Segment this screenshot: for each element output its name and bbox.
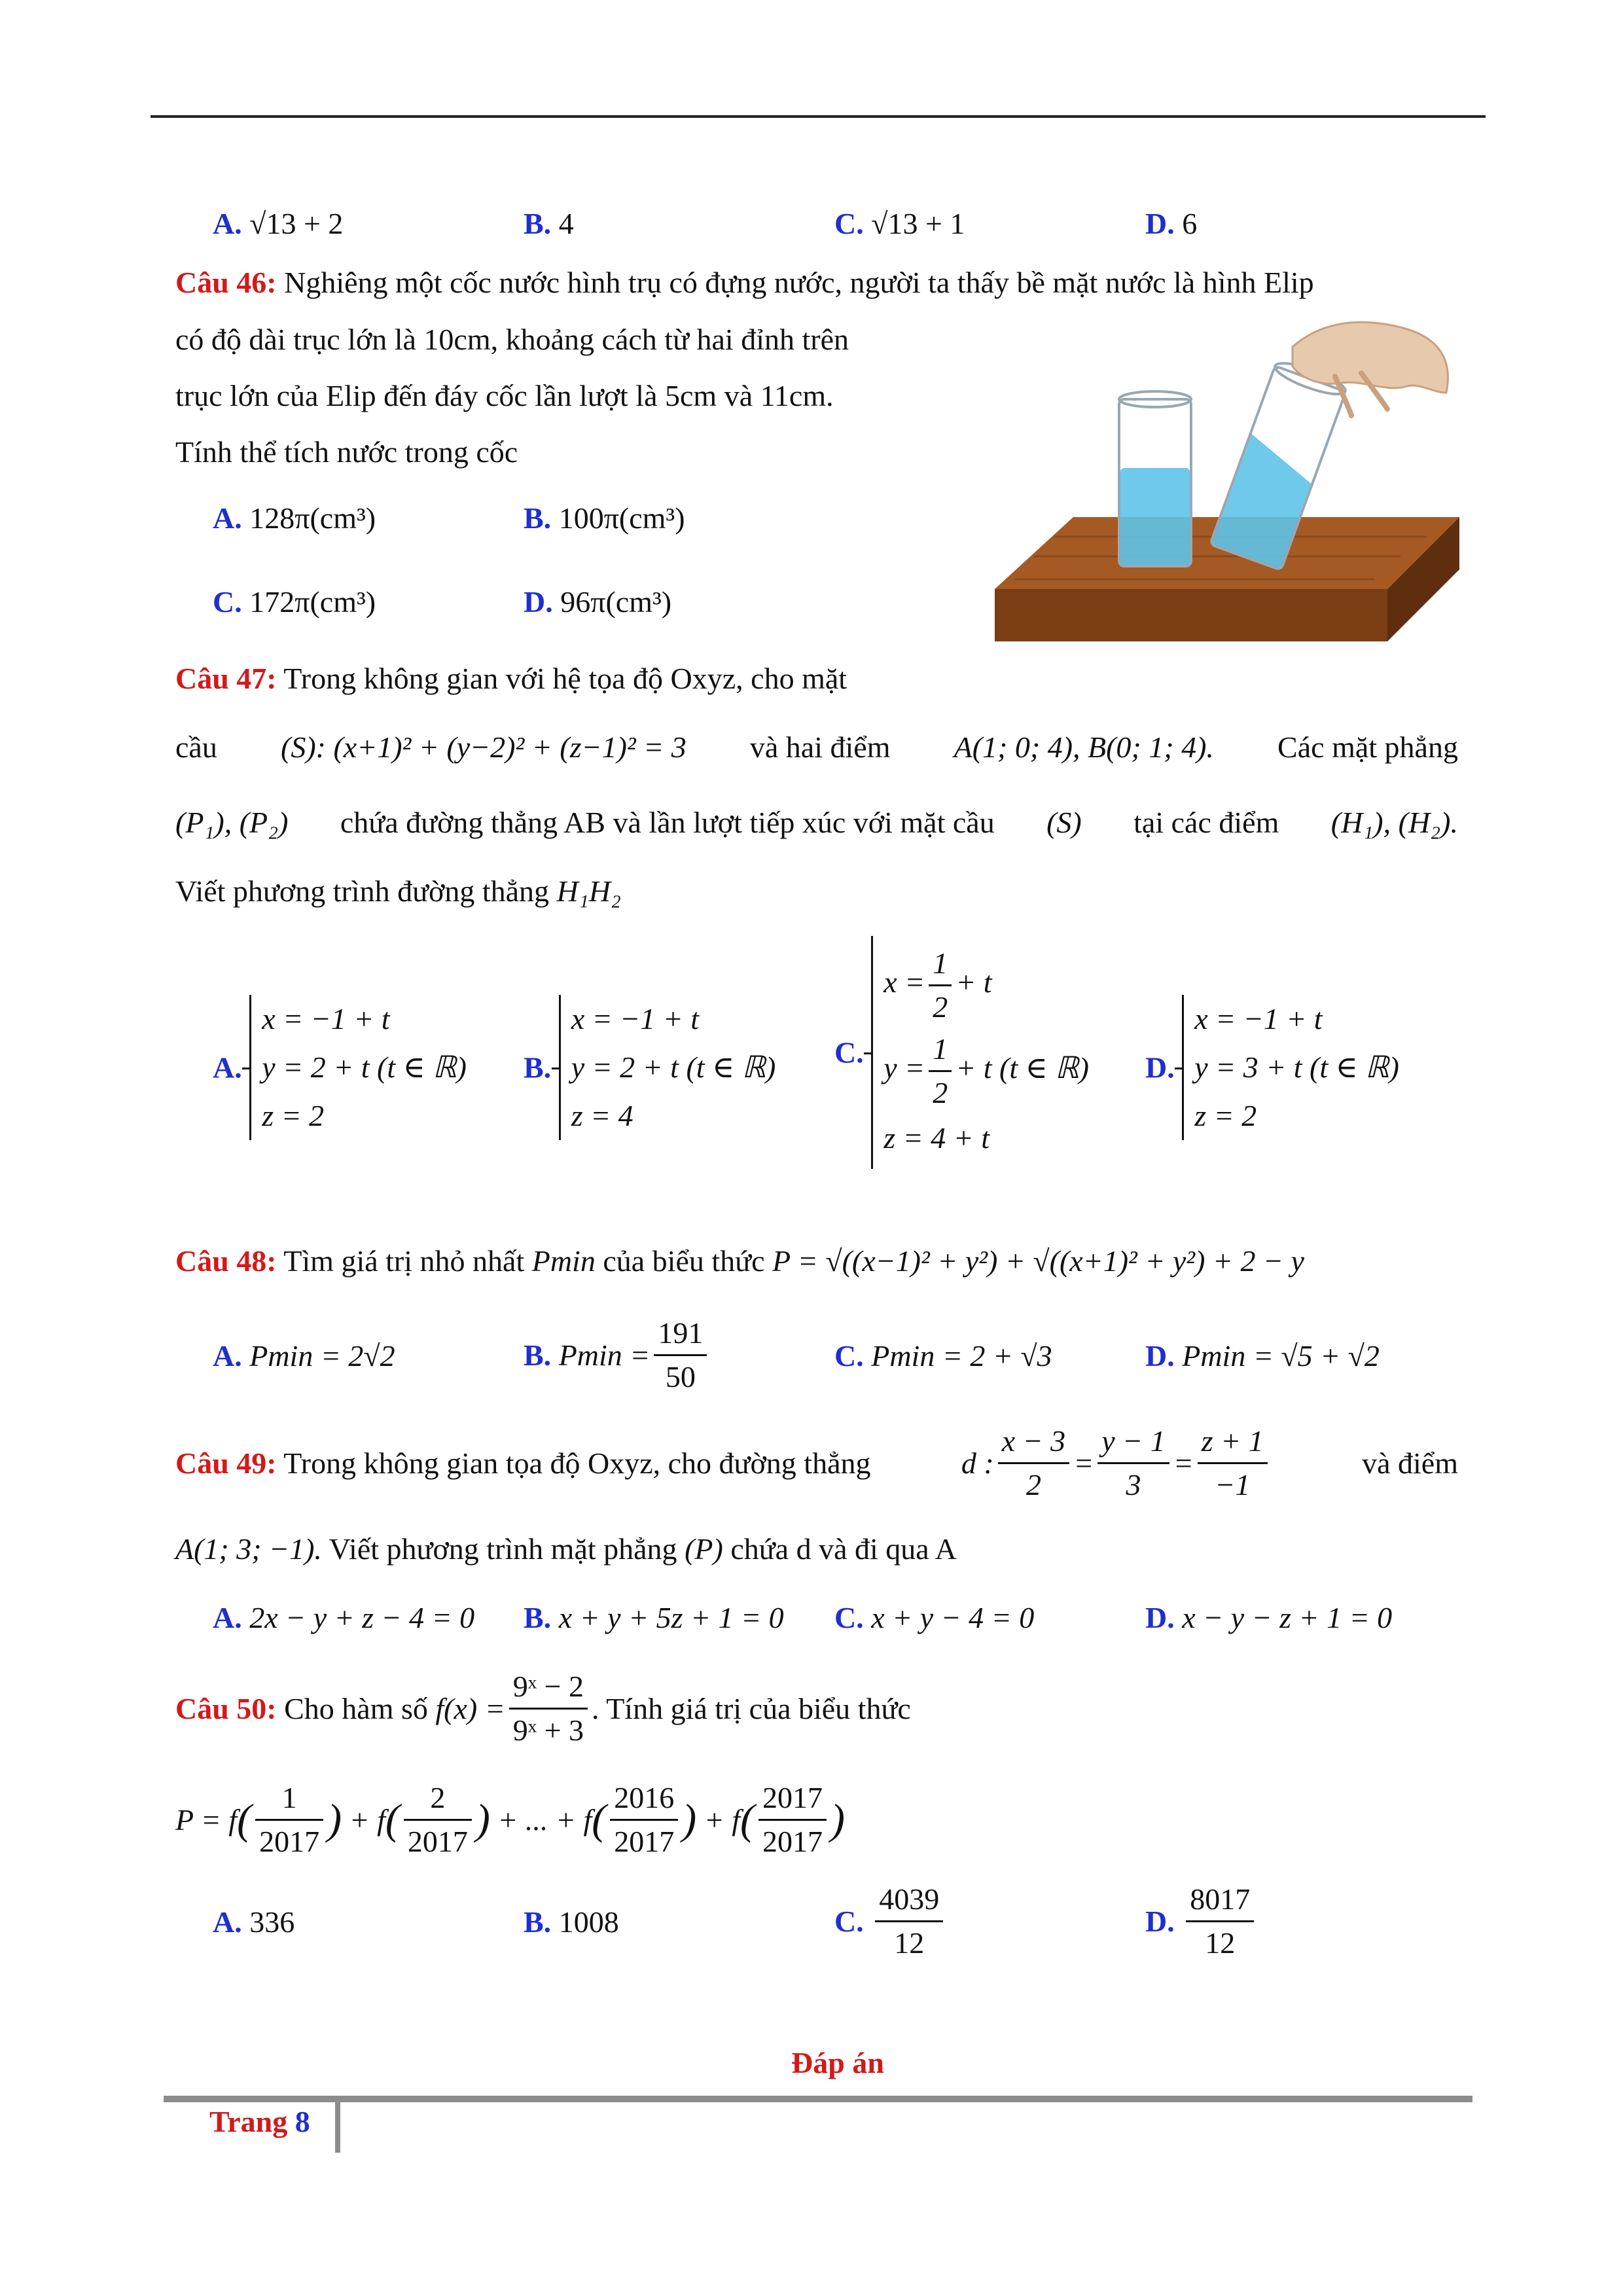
header-rule <box>151 115 1486 118</box>
q49-option-b: B. x + y + 5z + 1 = 0 <box>524 1601 784 1634</box>
q48-option-b: B. Pmin = $\frac{191}{50}$ <box>524 1312 711 1398</box>
q45-option-b: B. 4 <box>524 207 574 240</box>
upright-glass-water <box>1120 468 1190 565</box>
footer-divider <box>335 2099 340 2153</box>
q49-option-d: D. x − y − z + 1 = 0 <box>1145 1601 1393 1634</box>
q48-option-d: D. Pmin = √5 + √2 <box>1145 1339 1380 1372</box>
tilted-glass-illustration <box>995 321 1459 648</box>
page-number: Trang 8 <box>209 2105 310 2138</box>
footer-rule <box>164 2096 1472 2102</box>
wood-board-front <box>995 589 1387 641</box>
q46-line3: trục lớn của Elip đến đáy cốc lần lượt là 5cm và 11cm. <box>175 379 834 412</box>
q50-option-b: B. 1008 <box>524 1905 619 1939</box>
q49-line1: Câu 49: Trong không gian tọa độ Oxyz, cho đường thẳng d : $\frac{x - 3}{2}$ = $\frac{y - 1}{3}$ = $\frac{z + 1}{-1}$ và điểm <box>175 1420 1458 1506</box>
q45-option-d: D. 6 <box>1145 207 1198 240</box>
q47-line1: Câu 47: Trong không gian với hệ tọa độ Oxyz, cho mặt <box>175 662 847 695</box>
q45-option-c: C. √13 + 1 <box>834 207 965 240</box>
answer-heading: Đáp án <box>791 2046 884 2079</box>
q46-option-a: A. 128π(cm³) <box>213 501 376 535</box>
q48-question: Câu 48: Tìm giá trị nhỏ nhất Pmin của biểu thức P = √((x−1)² + y²) + √((x+1)² + y²) + 2 − y <box>175 1244 1304 1278</box>
q50-expression: P = f( $\frac{1}{2017}$ ) + f( $\frac{2}{2017}$ ) + ... + f( $\frac{2016}{2017}$ ) + f( $\frac{2017}{2017}$ ) <box>175 1777 845 1863</box>
q48-option-a: A. Pmin = 2√2 <box>213 1339 395 1372</box>
q46-option-b: B. 100π(cm³) <box>524 501 685 535</box>
q49-option-a: A. 2x − y + z − 4 = 0 <box>213 1601 475 1634</box>
q50-option-c: C. $\frac{4039}{12}$ <box>834 1878 947 1964</box>
q46-line2: có độ dài trục lớn là 10cm, khoảng cách từ hai đỉnh trên <box>175 323 849 356</box>
q47-option-b: B. x = −1 + t y = 2 + t (t ∈ ℝ) z = 4 <box>524 995 776 1140</box>
q46-option-c: C. 172π(cm³) <box>213 585 376 619</box>
q45-option-a: A. √13 + 2 <box>213 207 344 240</box>
q48-option-c: C. Pmin = 2 + √3 <box>834 1339 1052 1372</box>
q49-line2: A(1; 3; −1). Viết phương trình mặt phẳng (P) chứa d và đi qua A <box>175 1532 957 1566</box>
q50-option-d: D. $\frac{8017}{12}$ <box>1145 1878 1258 1964</box>
q46-line1: Câu 46: Nghiêng một cốc nước hình trụ có đựng nước, người ta thấy bề mặt nước là hình Elip <box>175 266 1314 299</box>
q46-line4: Tính thể tích nước trong cốc <box>175 435 518 469</box>
q49-option-c: C. x + y − 4 = 0 <box>834 1601 1035 1634</box>
q47-option-a: A. x = −1 + t y = 2 + t (t ∈ ℝ) z = 2 <box>213 995 467 1140</box>
q50-option-a: A. 336 <box>213 1905 295 1939</box>
q47-option-c: C. x = $\frac{1}{2}$ + t y = $\frac{1}{2}$ + t (t ∈ ℝ) z = 4 + t <box>834 936 1089 1169</box>
q47-line4: Viết phương trình đường thẳng H₁H₂ <box>175 874 621 908</box>
q46-option-d: D. 96π(cm³) <box>524 585 672 619</box>
q50-line1: Câu 50: Cho hàm số f(x) = $\frac{\text{9ˣ − 2}}{\text{9ˣ + 3}}$ . Tính giá trị của biểu thức <box>175 1666 911 1751</box>
q47-line3: (P₁), (P₂) chứa đường thẳng AB và lần lượt tiếp xúc với mặt cầu (S) tại các điểm (H₁), (H₂). <box>175 806 1458 839</box>
q47-option-d: D. x = −1 + t y = 3 + t (t ∈ ℝ) z = 2 <box>1145 995 1399 1140</box>
q47-line2: cầu (S): (x+1)² + (y−2)² + (z−1)² = 3 và hai điểm A(1; 0; 4), B(0; 1; 4). Các mặt phẳng <box>175 730 1458 764</box>
